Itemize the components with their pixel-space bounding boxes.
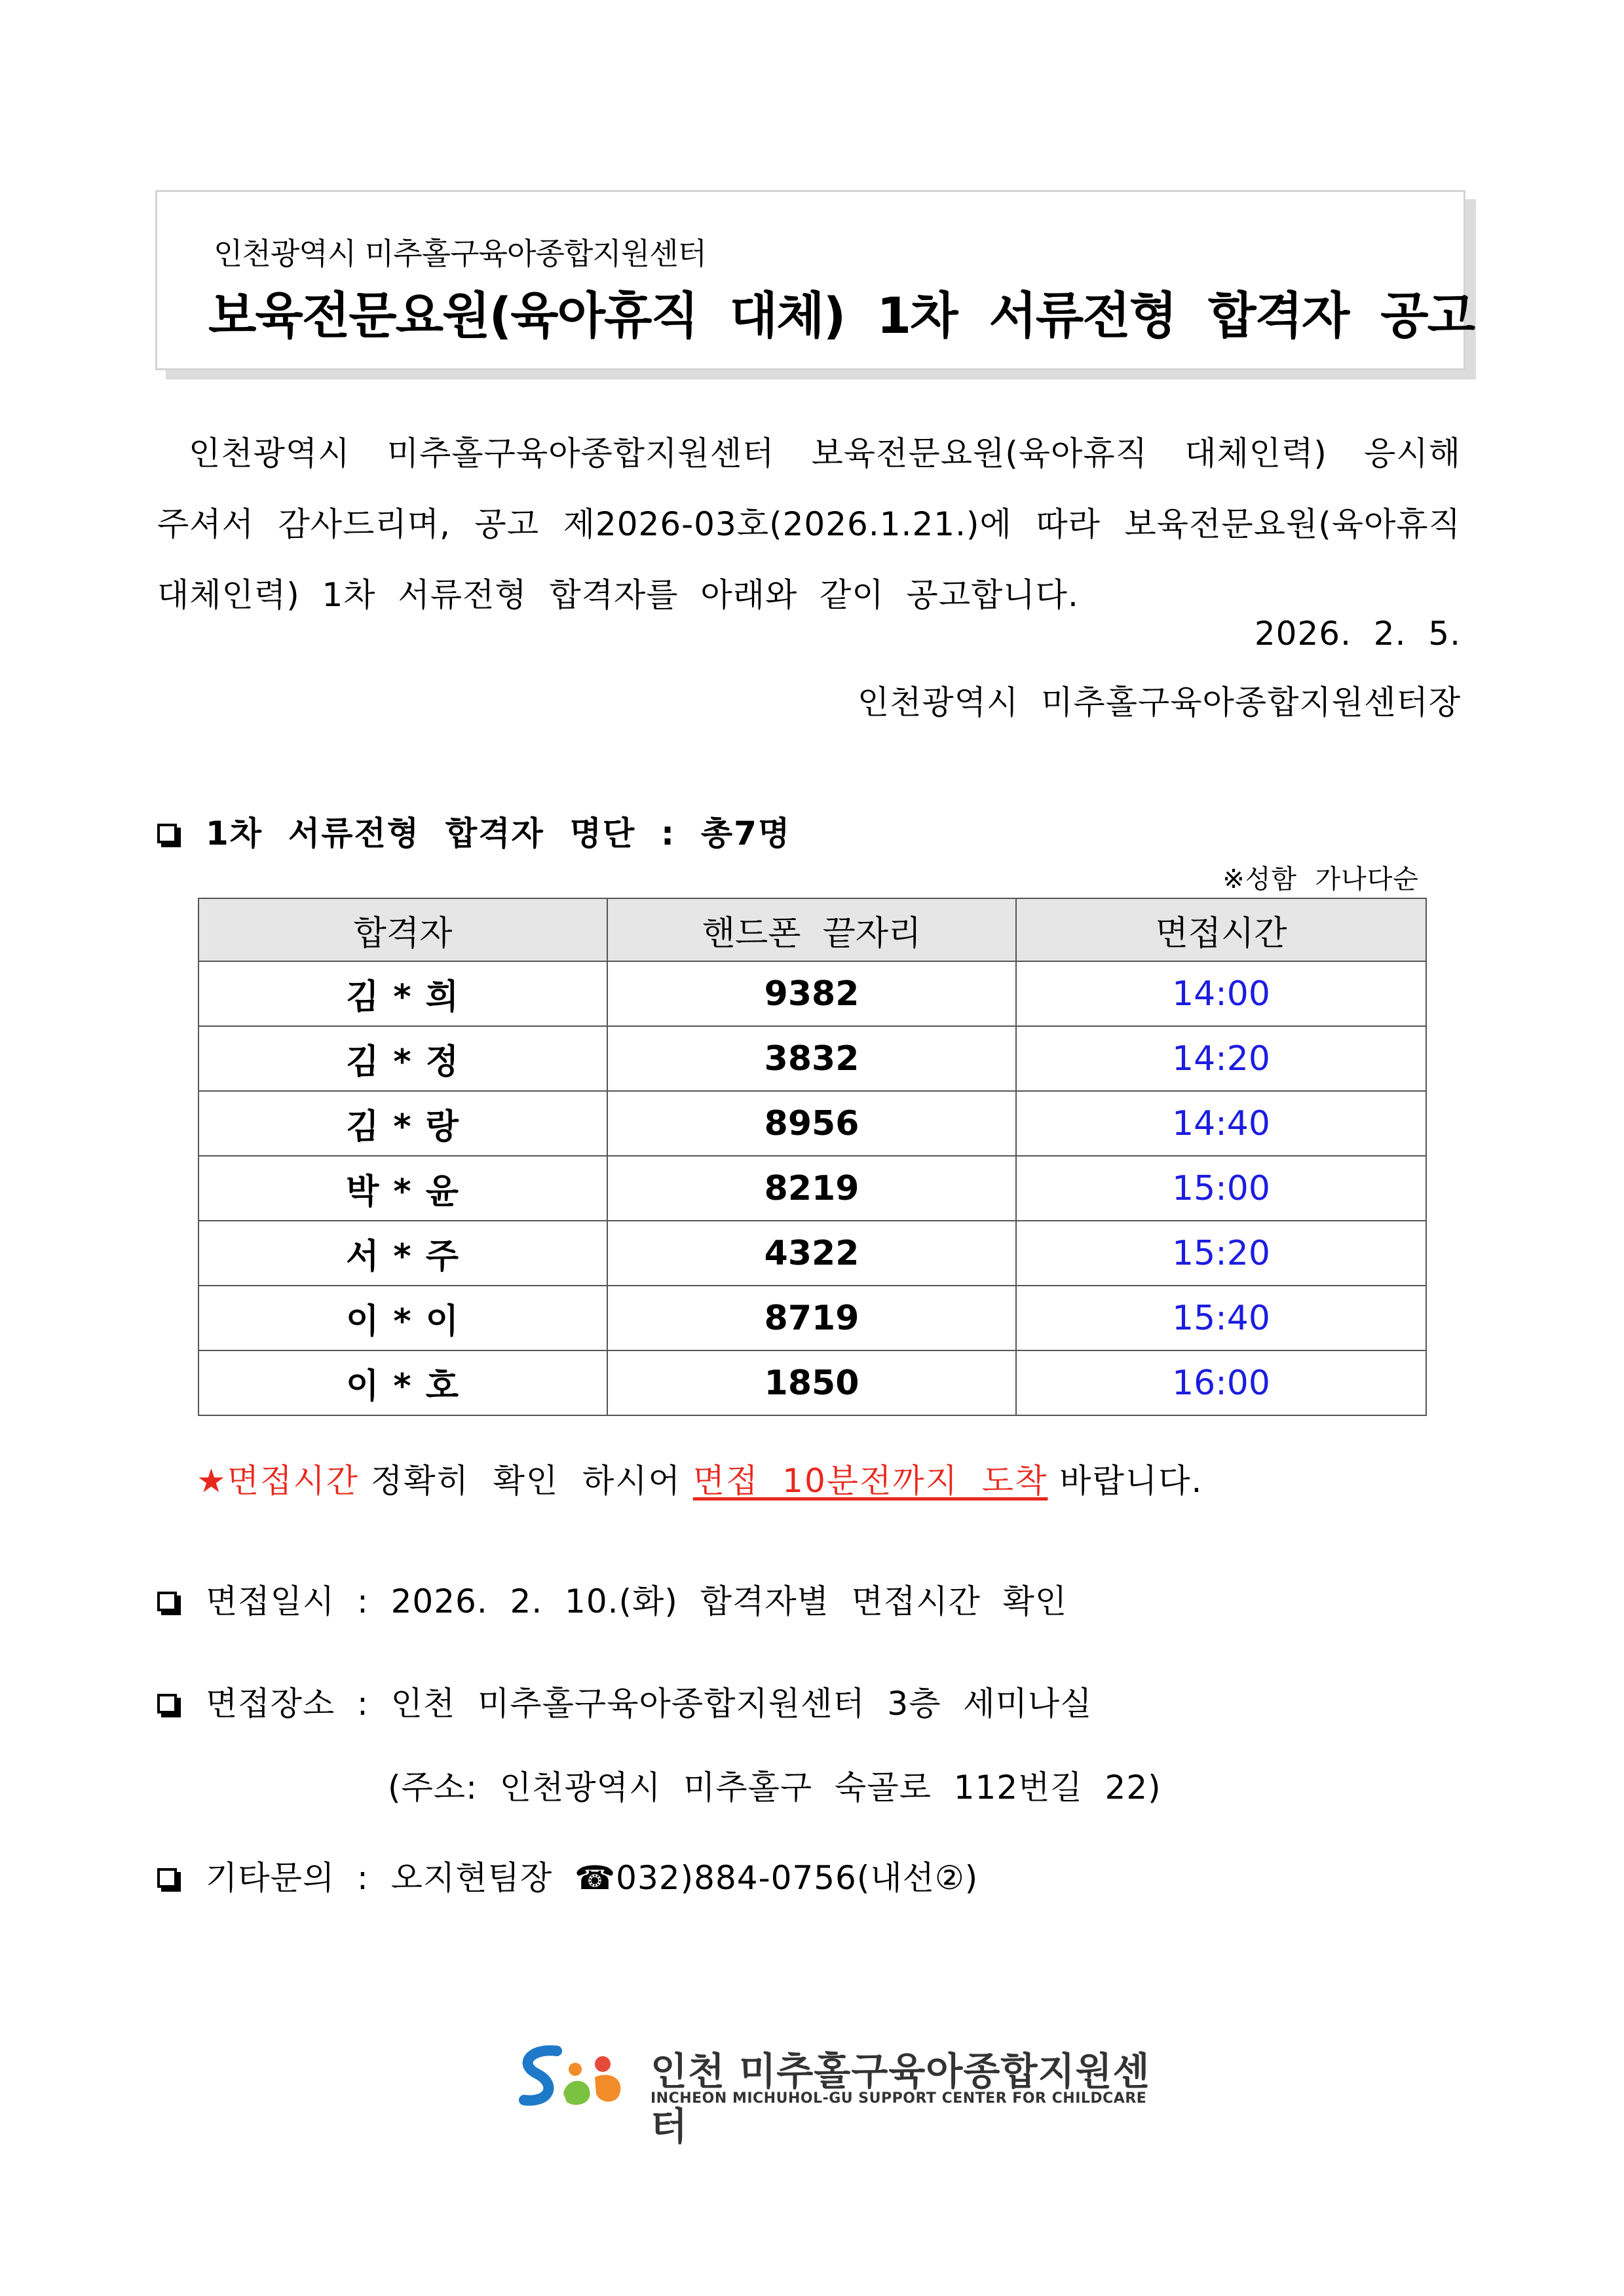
notice-end-text: 바랍니다. xyxy=(1048,1462,1203,1500)
applicant-name: 김 * 희 xyxy=(198,961,607,1026)
intro-line-1: 인천광역시 미추홀구육아종합지원센터 보육전문요원(육아휴직 대체인력) 응시해 xyxy=(189,434,1461,472)
header-name: 합격자 xyxy=(198,898,607,961)
phone-digits: 4322 xyxy=(607,1221,1016,1286)
applicant-name: 김 * 랑 xyxy=(198,1091,607,1156)
interview-date-text: 면접일시 : 2026. 2. 10.(화) 합격자별 면접시간 확인 xyxy=(206,1582,1068,1620)
interview-time: 15:40 xyxy=(1016,1286,1426,1350)
header-phone: 핸드폰 끝자리 xyxy=(607,898,1016,961)
announcement-date: 2026. 2. 5. xyxy=(1254,615,1461,653)
checkbox-bullet-icon xyxy=(157,1592,177,1611)
notice-arrival-text: 면접 10분전까지 도착 xyxy=(692,1462,1048,1500)
interview-time: 15:00 xyxy=(1016,1156,1426,1221)
applicant-name: 이 * 이 xyxy=(198,1286,607,1350)
applicant-name: 서 * 주 xyxy=(198,1221,607,1286)
table-row xyxy=(198,1350,1426,1415)
table-row xyxy=(198,1286,1426,1350)
table-row xyxy=(198,1091,1426,1156)
checkbox-bullet-icon xyxy=(157,1694,177,1713)
phone-digits: 8719 xyxy=(607,1286,1016,1350)
address-text: (주소: 인천광역시 미추홀구 숙골로 112번길 22) xyxy=(388,1769,1161,1807)
interview-time: 14:00 xyxy=(1016,961,1426,1026)
phone-digits: 8219 xyxy=(607,1156,1016,1221)
interview-time: 15:20 xyxy=(1016,1221,1426,1286)
table-row xyxy=(198,1026,1426,1091)
table-row xyxy=(198,1221,1426,1286)
notice-middle-text: 정확히 확인 하시어 xyxy=(359,1462,693,1500)
header-time: 면접시간 xyxy=(1016,898,1426,961)
interview-place-text: 면접장소 : 인천 미추홀구육아종합지원센터 3층 세미나실 xyxy=(206,1685,1093,1723)
table-header-row xyxy=(198,898,1426,961)
logo-english-name: INCHEON MICHUHOL-GU SUPPORT CENTER FOR CHILDCARE xyxy=(651,2090,1147,2107)
checkbox-bullet-icon xyxy=(157,824,177,843)
title-box xyxy=(155,190,1475,370)
interview-place-row xyxy=(157,1677,1093,1725)
checkbox-bullet-icon xyxy=(157,1868,177,1888)
center-logo-mark-icon xyxy=(511,2038,642,2110)
section-heading xyxy=(157,807,791,854)
roster-table xyxy=(198,898,1427,1416)
contact-row xyxy=(157,1852,978,1899)
contact-text: 기타문의 : 오지현팀장 ☎032)884-0756(내선②) xyxy=(206,1859,979,1897)
applicant-name: 김 * 정 xyxy=(198,1026,607,1091)
sort-note: ※성함 가나다순 xyxy=(1222,864,1419,894)
interview-time: 16:00 xyxy=(1016,1350,1426,1415)
logo-name: 인천 미추홀구육아종합지원센터 xyxy=(651,2049,1150,2149)
section-heading-text: 1차 서류전형 합격자 명단 : 총7명 xyxy=(206,814,791,852)
intro-line-2: 주셔서 감사드리며, 공고 제2026-03호(2026.1.21.)에 따라 보육전문요원(육아휴직 xyxy=(157,505,1461,543)
signature: 인천광역시 미추홀구육아종합지원센터장 xyxy=(857,683,1461,721)
phone-digits: 8956 xyxy=(607,1091,1016,1156)
table-row xyxy=(198,1156,1426,1221)
header-subtitle: 인천광역시 미추홀구육아종합지원센터 xyxy=(214,236,707,271)
interview-time: 14:20 xyxy=(1016,1026,1426,1091)
intro-paragraph xyxy=(157,418,1461,630)
page-title: 보육전문요원(육아휴직 대체) 1차 서류전형 합격자 공고 xyxy=(208,286,1475,345)
phone-digits: 3832 xyxy=(607,1026,1016,1091)
interview-date-row xyxy=(157,1575,1067,1622)
phone-digits: 9382 xyxy=(607,961,1016,1026)
table-row xyxy=(198,961,1426,1026)
phone-digits: 1850 xyxy=(607,1350,1016,1415)
applicant-name: 이 * 호 xyxy=(198,1350,607,1415)
center-logo xyxy=(511,2038,1166,2149)
intro-line-3: 대체인력) 1차 서류전형 합격자를 아래와 같이 공고합니다. xyxy=(157,576,1079,614)
interview-time: 14:40 xyxy=(1016,1091,1426,1156)
applicant-name: 박 * 윤 xyxy=(198,1156,607,1221)
notice-star-text: ★면접시간 xyxy=(197,1462,360,1500)
interview-notice xyxy=(197,1455,1203,1502)
